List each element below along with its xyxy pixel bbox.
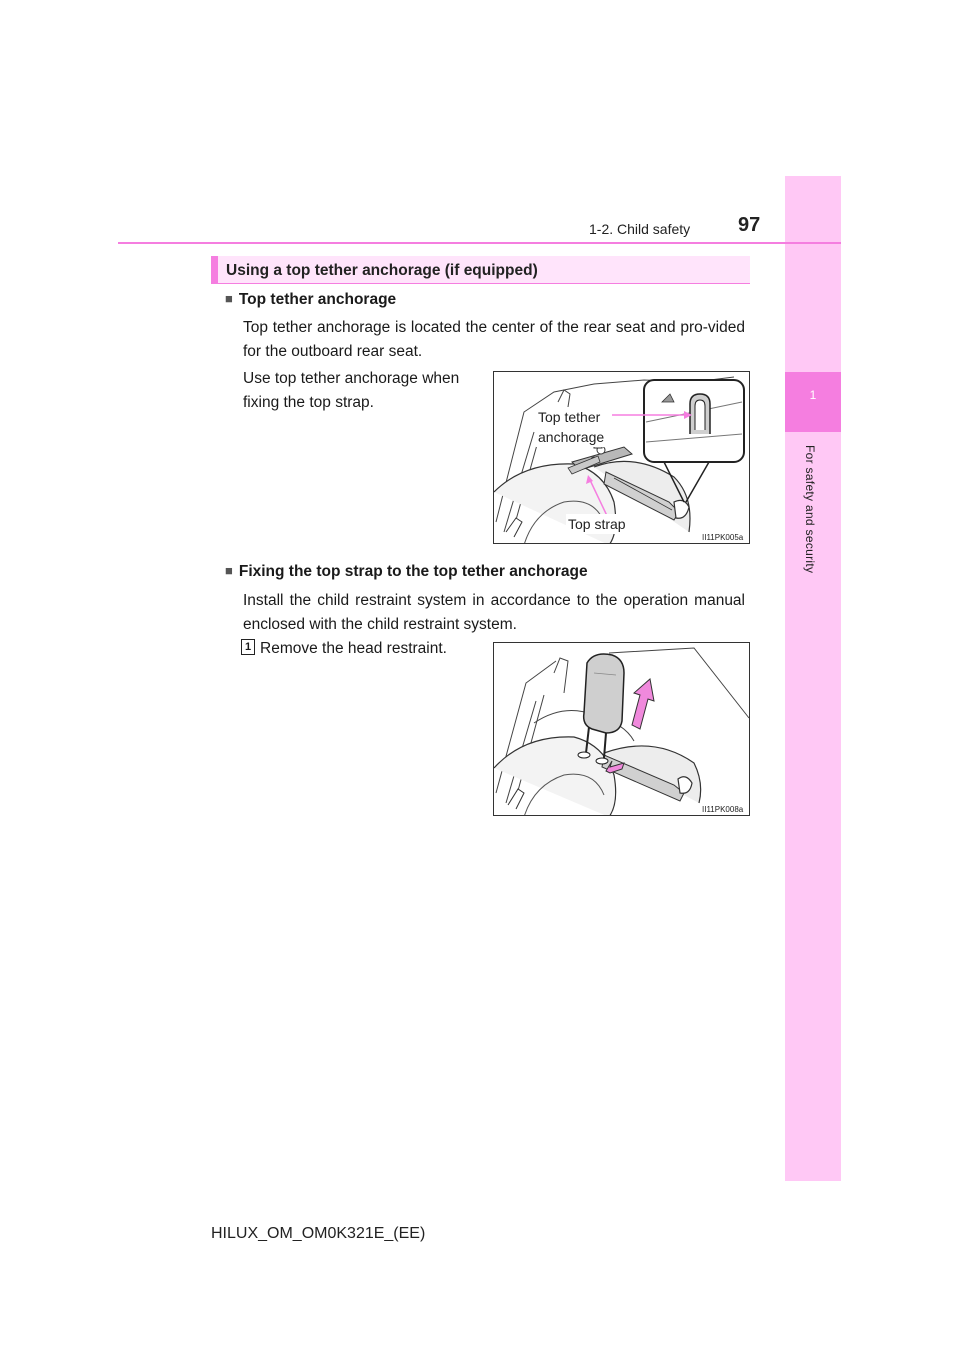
figure-top-tether-anchorage: [493, 371, 750, 544]
figure-remove-head-restraint: [493, 642, 750, 816]
square-bullet-icon: ■: [225, 563, 233, 578]
header-rule: [118, 242, 841, 244]
subheading-top-tether-anchorage: ■ Top tether anchorage: [225, 291, 397, 308]
chapter-side-tab: [785, 176, 841, 1181]
chapter-number: 1: [809, 388, 817, 402]
paragraph-install-crs: Install the child restraint system in accordance to the operation manual enclosed with the child restraint system.: [243, 592, 745, 633]
section-heading-bar: [211, 256, 218, 284]
paragraph-anchorage-location: Top tether anchorage is located the center of the rear seat and pro-vided for the outboard rear seat.: [243, 319, 745, 360]
square-bullet-icon: ■: [225, 291, 233, 306]
footer-document-code: HILUX_OM_OM0K321E_(EE): [211, 1225, 426, 1242]
figure-code: II11PK008a: [702, 805, 744, 814]
running-header-section: 1-2. Child safety: [589, 221, 691, 237]
callout-top-strap: Top strap: [568, 516, 626, 532]
figure-code: II11PK005a: [702, 533, 744, 542]
paragraph-use-anchorage: Use top tether anchorage when fixing the top strap.: [243, 370, 460, 411]
step-remove-head-restraint: Remove the head restraint.: [260, 640, 447, 657]
chapter-tab-active: [785, 372, 841, 432]
step-number-box: 1: [241, 639, 255, 655]
figure-head-restraint-drawing: [494, 643, 750, 816]
chapter-title: For safety and security: [803, 445, 817, 574]
page-number: 97: [738, 214, 761, 236]
subheading-fixing-top-strap: ■ Fixing the top strap to the top tether anchorage: [225, 563, 588, 580]
callout-top-tether-anchorage: Top tether anchorage: [536, 407, 612, 447]
section-heading: Using a top tether anchorage (if equipped): [226, 262, 538, 279]
